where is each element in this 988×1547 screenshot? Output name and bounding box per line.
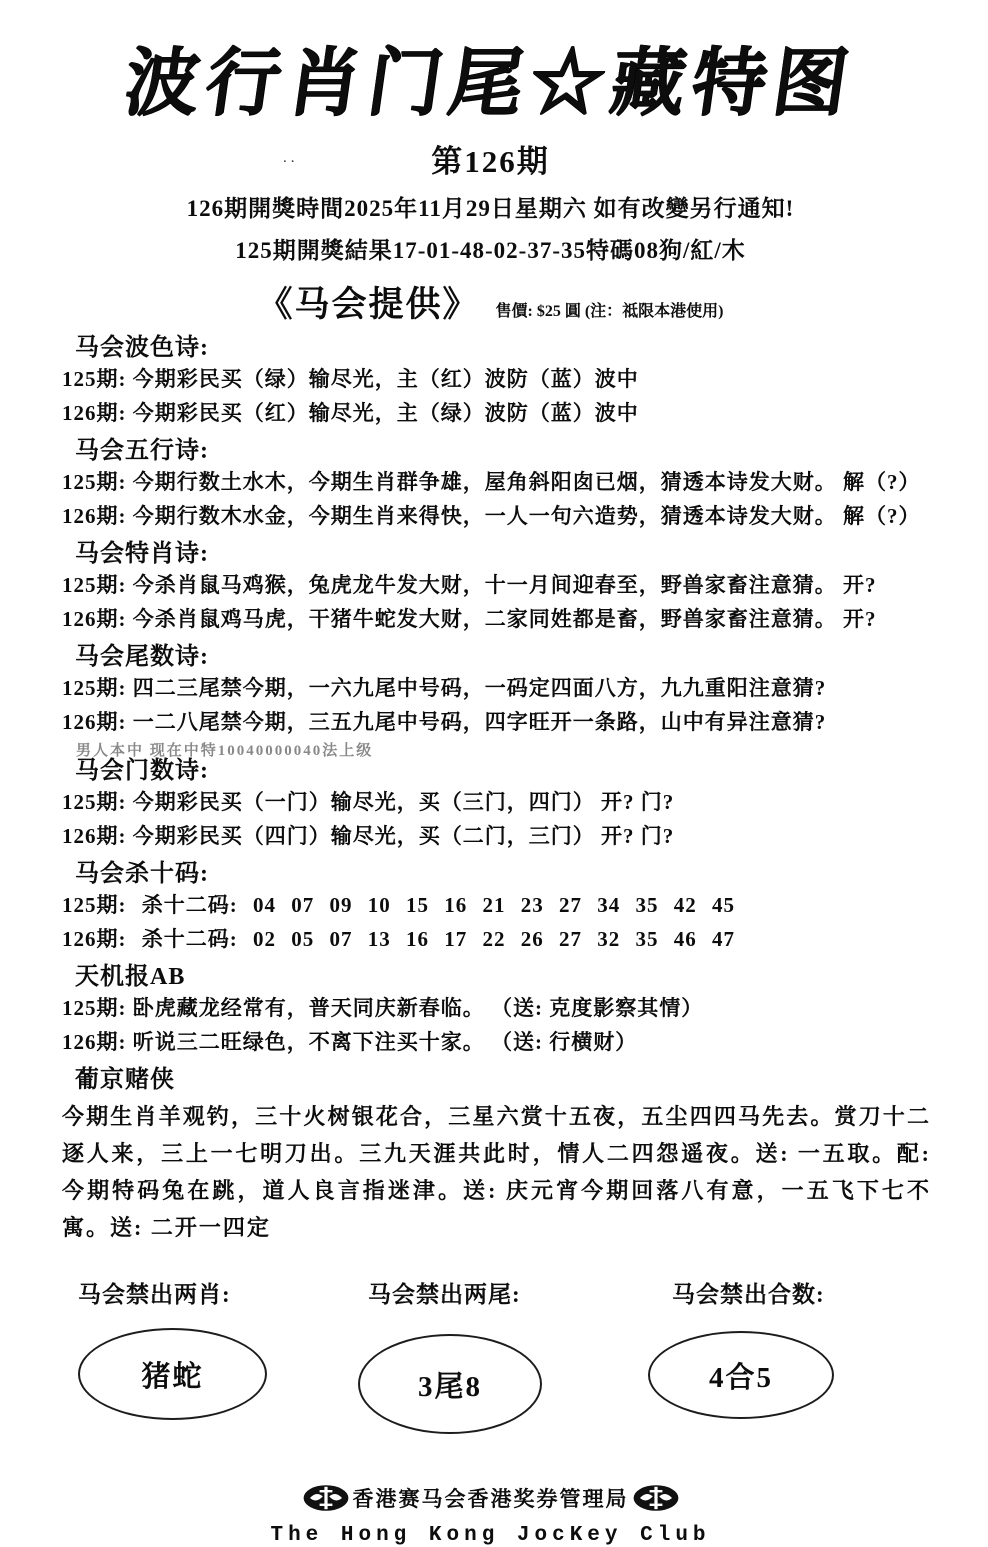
provider-name: 《马会提供》: [257, 285, 480, 324]
forbidden-row: [0, 1276, 981, 1466]
section-heading: 马会门数诗:: [75, 758, 209, 784]
poem-line-126: 126期: 一二八尾禁今期，三五九尾中号码，四字旺开一条路，山中有异注意猜?: [62, 710, 827, 734]
draw-time-line: 126期開獎時間2025年11月29日星期六 如有改變另行通知!: [186, 196, 795, 221]
section-sha-shima: [0, 853, 981, 956]
forbidden-sum-value: 4合5: [708, 1361, 773, 1394]
section-heading: 马会五行诗:: [75, 438, 209, 464]
footer-org-english: The Hong Kong JocKey Club: [270, 1524, 711, 1547]
lottery-tip-sheet: [0, 24, 981, 1547]
forbidden-tail-oval: [358, 1334, 542, 1434]
hkjc-logo-icon: [632, 1482, 680, 1514]
section-heading: 马会尾数诗:: [75, 644, 209, 670]
poem-line-126: 126期: 今杀肖鼠鸡马虎，干猪牛蛇发大财，二家同姓都是畜，野兽家畜注意猜。 开?: [62, 607, 877, 631]
tip-paragraph: 今期生肖羊观钓，三十火树银花合，三星六赏十五夜，五尘四四马先去。赏刀十二逐人来，三上一七明刀出。三九天涯共此时，情人二四怨遥夜。送: 一五取。配: 今期特码兔在跳，道人良言指迷津。送: 庆元宵今期回落八有意，一五飞下七不寓。送: 二开一四定: [62, 1104, 931, 1240]
poem-line-125: 125期: 今期彩民买（绿）输尽光，主（红）波防（蓝）波中: [62, 367, 639, 391]
last-result-line: 125期開獎結果17-01-48-02-37-35特碼08狗/紅/木: [235, 238, 746, 263]
kill-numbers-126: 126期: 杀十二码: 02 05 07 13 16 17 22 26 27 32 35 46 47: [62, 927, 735, 951]
section-bose-poem: [0, 327, 981, 430]
poem-line-125: 125期: 四二三尾禁今期，一六九尾中号码，一码定四面八方，九九重阳注意猜?: [62, 676, 827, 700]
issue-number: 第126期: [431, 144, 550, 179]
forbidden-zodiac-oval: [78, 1328, 267, 1420]
print-artifact-dots: ..: [283, 150, 299, 166]
section-heading: 天机报AB: [75, 964, 186, 990]
provider-row: [0, 277, 981, 327]
poem-line-126: 126期: 今期彩民买（红）输尽光，主（绿）波防（蓝）波中: [62, 401, 639, 425]
footer: [0, 1482, 981, 1547]
section-pujing-duxia: [0, 1059, 981, 1246]
forbidden-sum-label: 马会禁出合数:: [672, 1282, 825, 1307]
forbidden-zodiac-label: 马会禁出两肖:: [78, 1282, 231, 1307]
section-heading: 马会杀十码:: [75, 861, 209, 887]
poem-line-125: 125期: 今杀肖鼠马鸡猴，兔虎龙牛发大财，十一月间迎春至，野兽家畜注意猜。 开?: [62, 573, 877, 597]
poem-line-125: 125期: 今期行数土水木，今期生肖群争雄，屋角斜阳囱已烟，猜透本诗发大财。 解（?）: [62, 470, 921, 494]
forbidden-tail-value: 3尾8: [417, 1370, 482, 1403]
forbidden-zodiac-value: 猪蛇: [141, 1360, 204, 1393]
poem-line-126: 126期: 今期行数木水金，今期生肖来得快，一人一句六造势，猜透本诗发大财。 解（?）: [62, 504, 921, 528]
section-tianji-bao: [0, 956, 981, 1059]
hkjc-logo-icon: [302, 1482, 350, 1514]
poem-line-126: 126期: 今期彩民买（四门）输尽光，买（二门，三门） 开? 门?: [62, 824, 675, 848]
clipped-print-artifact: 男人本中 现在中特10040000040法上级: [76, 743, 374, 759]
forbidden-sum-oval: [648, 1331, 834, 1419]
section-menshu-poem: [0, 750, 981, 853]
kill-numbers-125: 125期: 杀十二码: 04 07 09 10 15 16 21 23 27 34 35 42 45: [62, 893, 735, 917]
poem-line-125: 125期: 卧虎藏龙经常有，普天同庆新春临。 （送: 克度影察其情）: [62, 996, 704, 1020]
section-heading: 马会波色诗:: [75, 335, 209, 361]
section-heading: 马会特肖诗:: [75, 541, 209, 567]
poem-line-126: 126期: 听说三二旺绿色，不离下注买十家。 （送: 行横财）: [62, 1030, 638, 1054]
issue-row: [0, 136, 981, 181]
price-note: 售價: $25 圓 (注：祗限本港使用): [495, 303, 724, 320]
footer-org-chinese: 香港赛马会香港奖券管理局: [352, 1487, 629, 1511]
calligraphy-title: 波行肖门尾☆藏特图: [119, 43, 860, 125]
section-texiao-poem: [0, 533, 981, 636]
poem-line-125: 125期: 今期彩民买（一门）输尽光，买（三门，四门） 开? 门?: [62, 790, 675, 814]
forbidden-tail-label: 马会禁出两尾:: [368, 1282, 521, 1307]
section-heading: 葡京赌侠: [75, 1067, 175, 1093]
section-weishu-poem: [0, 636, 981, 759]
section-wuxing-poem: [0, 430, 981, 533]
